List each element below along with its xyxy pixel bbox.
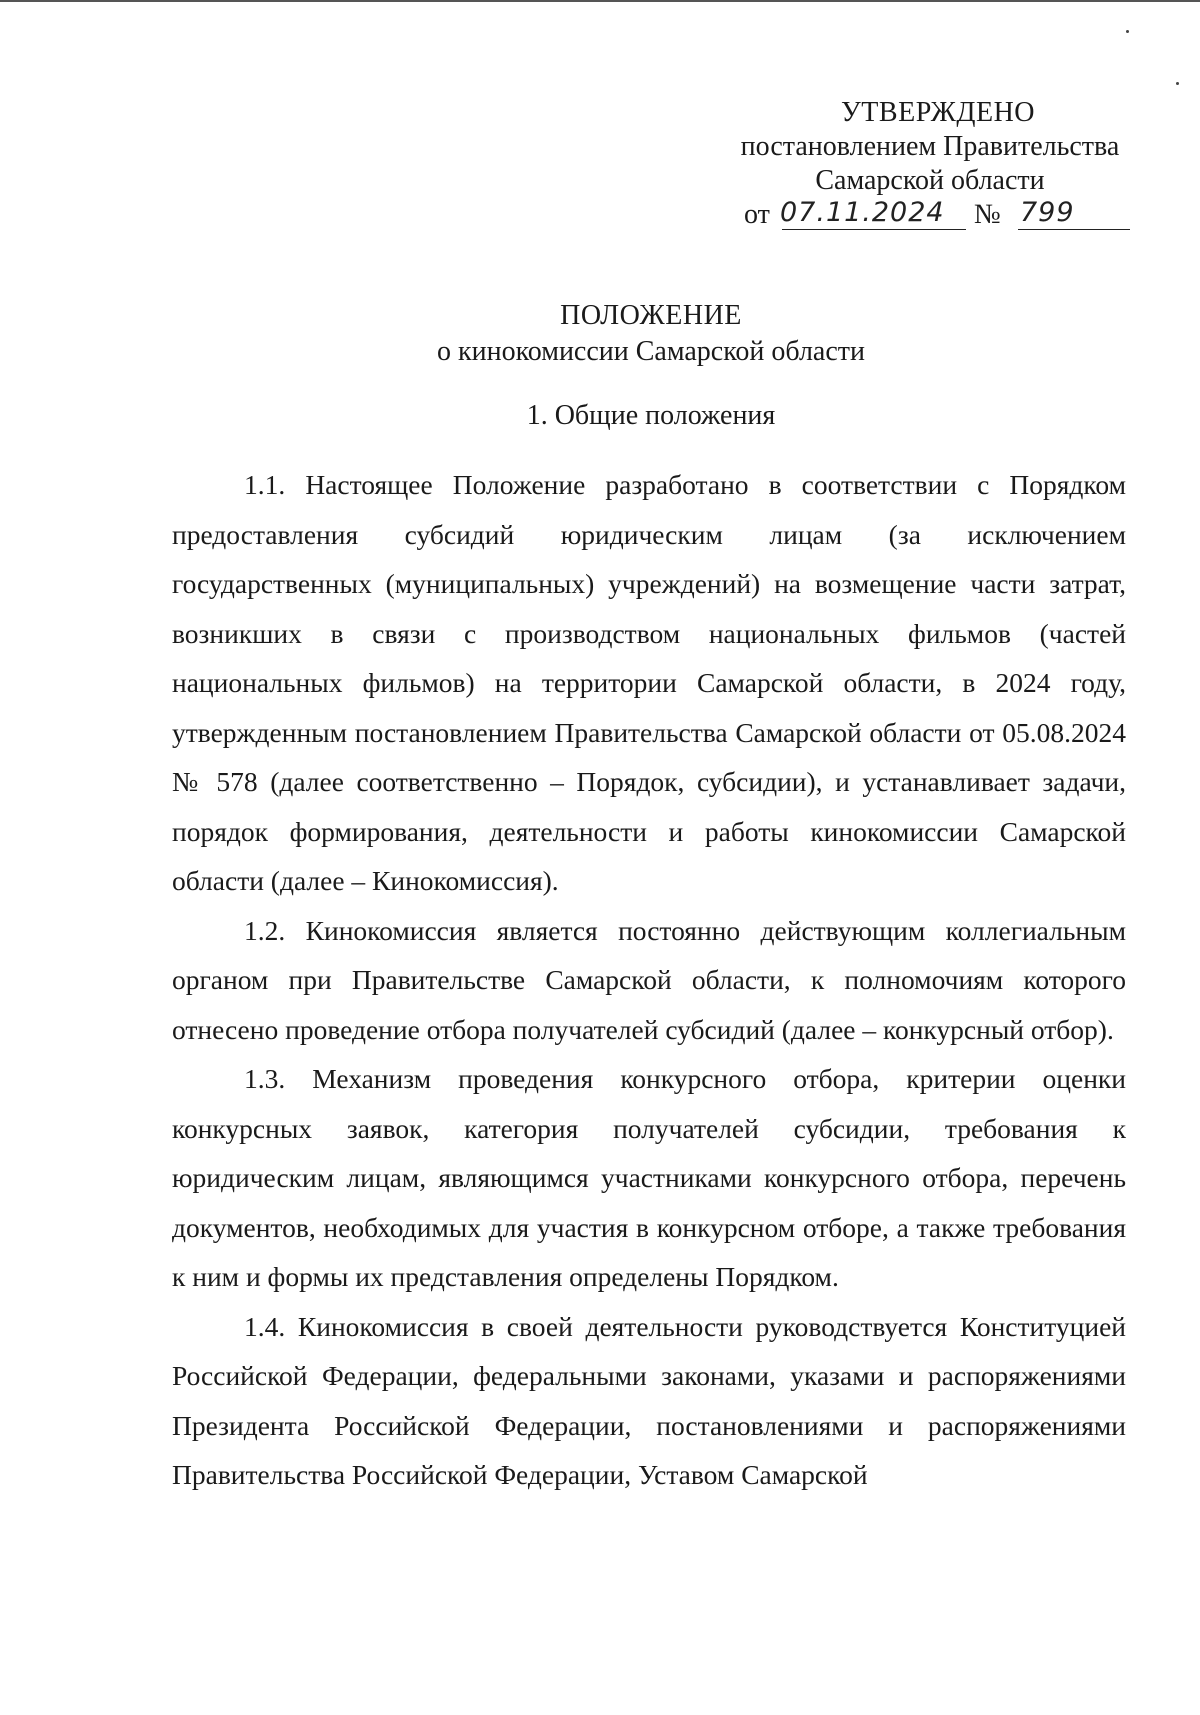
date-underline bbox=[782, 229, 966, 230]
scan-edge-line bbox=[0, 0, 1200, 2]
document-title-block bbox=[172, 298, 1130, 370]
paragraph-1-2: 1.2. Кинокомиссия является постоянно действующим коллегиальным органом при Правительстве Самарской области, к полномочиям которого отнесено проведение отбора получателей субсидий (далее – конкурсный отбор). bbox=[172, 914, 1126, 1045]
document-title: ПОЛОЖЕНИЕ bbox=[560, 300, 742, 331]
handwritten-date: 07.11.2024 bbox=[780, 197, 945, 228]
paragraph-1-3: 1.3. Механизм проведения конкурсного отбора, критерии оценки конкурсных заявок, категория получателей субсидии, требования к юридическим лицам, являющимся участниками конкурсного отбора, перечень документов, необходимых для участия в конкурсном отборе, а также требования к ним и формы их представления определены Порядком. bbox=[172, 1063, 1126, 1292]
scan-speck bbox=[1126, 30, 1129, 33]
approval-line-2: Самарской области bbox=[815, 165, 1045, 196]
handwritten-number: 799 bbox=[1020, 197, 1075, 228]
date-prefix: от bbox=[744, 199, 770, 230]
approval-date-line bbox=[720, 198, 1140, 238]
scan-speck bbox=[1176, 82, 1179, 85]
section-heading: 1. Общие положения bbox=[526, 400, 776, 431]
approval-block bbox=[720, 96, 1140, 238]
section-body bbox=[172, 460, 1126, 1500]
approval-title: УТВЕРЖДЕНО bbox=[840, 97, 1036, 128]
paragraph-1-1: 1.1. Настоящее Положение разработано в соответствии с Порядком предоставления субсидий юридическим лицам (за исключением государственных (муниципальных) учреждений) на возмещение части затрат, возникших в связи с производством национальных фильмов (частей национальных фильмов) на территории Самарской области, в 2024 году, утвержденным постановлением Правительства Самарской области от 05.08.2024 № 578 (далее соответственно – Порядок, субсидии), и устанавливает задачи, порядок формирования, деятельности и работы кинокомиссии Самарской области (далее – Кинокомиссия). bbox=[172, 469, 1126, 896]
approval-line-1: постановлением Правительства bbox=[740, 131, 1120, 162]
document-subtitle: о кинокомиссии Самарской области bbox=[437, 336, 865, 367]
number-underline bbox=[1018, 229, 1130, 230]
number-sign: № bbox=[974, 199, 1001, 230]
paragraph-1-4: 1.4. Кинокомиссия в своей деятельности руководствуется Конституцией Российской Федерации, федеральными законами, указами и распоряжениями Президента Российской Федерации, постановлениями и распоряжениями Правительства Российской Федерации, Уставом Самарской bbox=[172, 1310, 1126, 1490]
